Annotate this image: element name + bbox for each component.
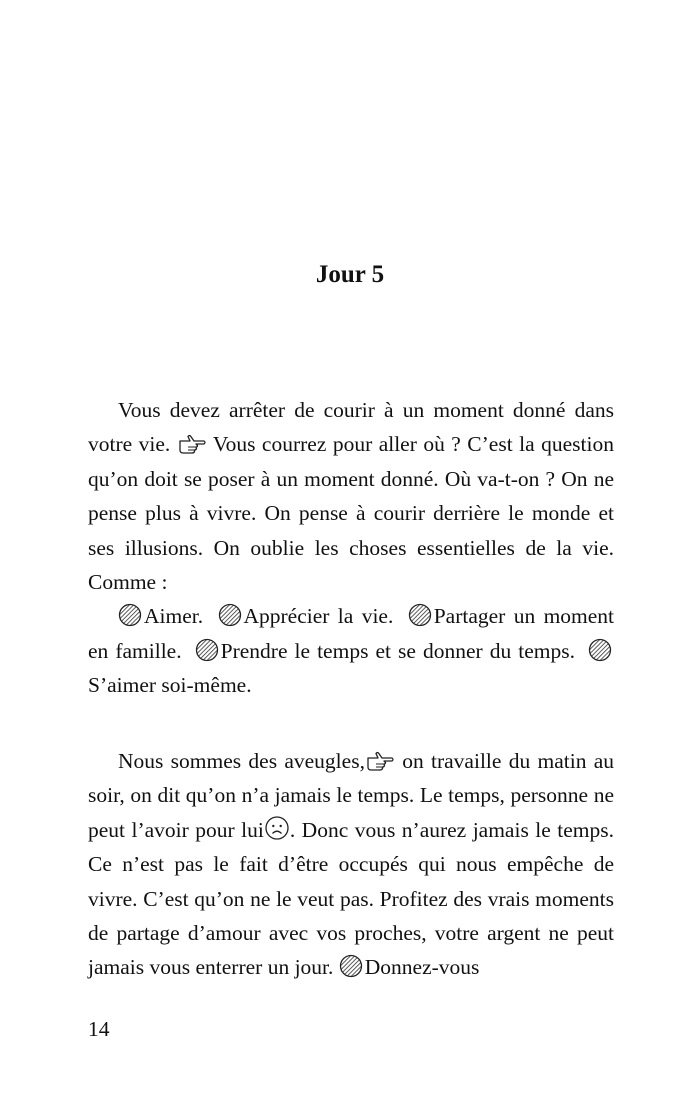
paragraph-2-sentence-1: Nous sommes des aveugles, <box>118 749 365 773</box>
paragraph-2-sentence-4: Donnez-vous <box>364 955 480 980</box>
hatched-circle-icon <box>588 638 612 662</box>
hatched-circle-icon <box>339 954 363 978</box>
list-item: Partager un moment en famille. <box>88 604 615 663</box>
hatched-circle-icon <box>408 603 432 627</box>
hatched-circle-icon <box>118 603 142 627</box>
list-item: Apprécier la vie. <box>243 604 394 629</box>
hatched-circle-icon <box>195 638 219 662</box>
hand-pointing-right-icon <box>365 750 395 772</box>
hatched-circle-icon <box>218 603 242 627</box>
paragraph-2-sentence-3: . Donc vous n’aurez jamais le temps. Ce n’est pas le fait d’être occupés qui nous empêche de vivre. C’est qu’on ne le veut pas. Profitez des vrais moments de partage d’amour avec vos proches, votre argent ne peut jamais vous enterrer un jour. <box>88 817 614 980</box>
list-item: Prendre le temps et se donner du temps. <box>220 638 575 663</box>
paragraph-2-sentence-2: on travaille du matin au soir, on dit qu’on n’a jamais le temps. Le temps, personne ne peut l’avoir pour lui <box>88 749 615 842</box>
page-title: Jour 5 <box>315 261 385 288</box>
list-item: S’aimer soi-même. <box>88 673 252 698</box>
paragraph-1 <box>88 393 614 703</box>
list-item: Aimer. <box>144 604 204 629</box>
page-number: 14 <box>88 1017 110 1041</box>
sad-face-icon <box>264 815 290 841</box>
paragraph-1-sentence-2: Vous courrez pour aller où ? C’est la question qu’on doit se poser à un moment donné. Où va-t-on ? On ne pense plus à vivre. On pense à courir derrière le monde et ses illusions. On oublie les choses essentielles de la vie. Comme : <box>88 432 614 595</box>
paragraph-1-sentence-1: Vous devez arrêter de courir à un moment donné dans votre vie. <box>88 398 614 457</box>
paragraph-2 <box>88 744 614 985</box>
hand-pointing-right-icon <box>177 433 207 455</box>
